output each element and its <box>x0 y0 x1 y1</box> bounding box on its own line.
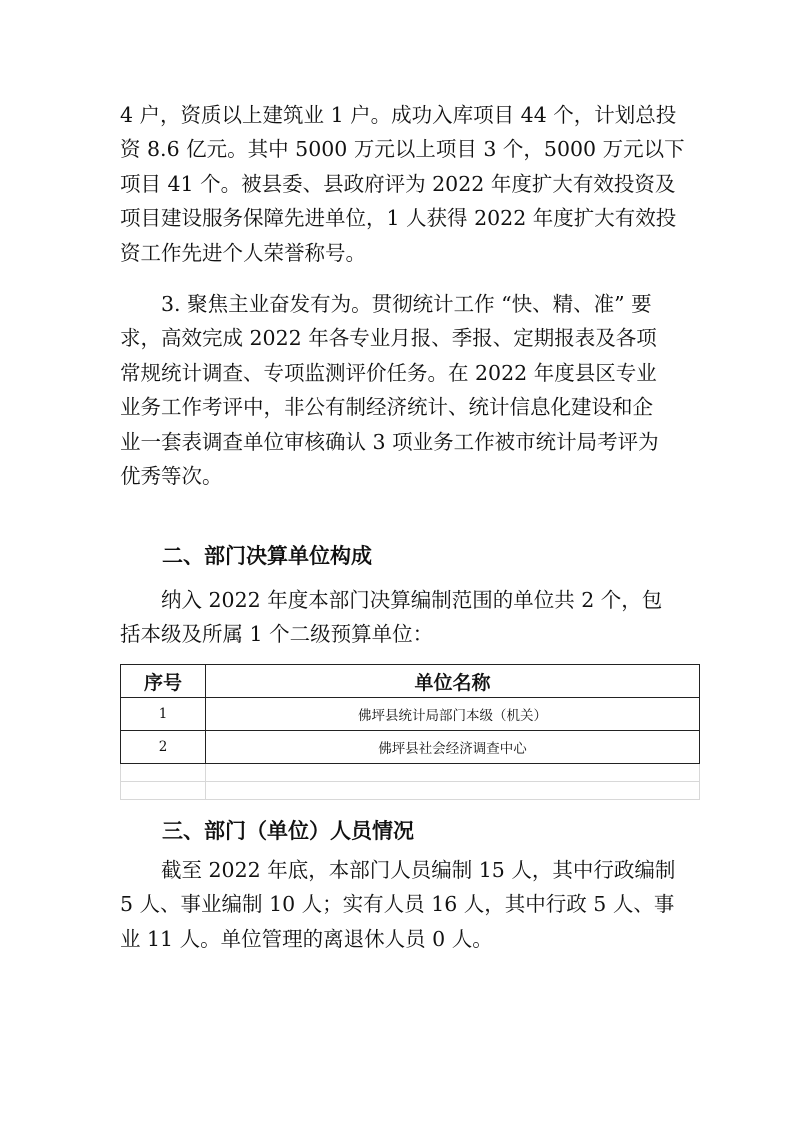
row-number: 1 <box>121 698 206 731</box>
paragraph-line: 资 8.6 亿元。其中 5000 万元以上项目 3 个，5000 万元以下 <box>120 137 685 162</box>
row-number: 2 <box>121 731 206 764</box>
paragraph-line: 3. 聚焦主业奋发有为。贯彻统计工作 “快、精、准” 要 <box>161 292 652 316</box>
column-header-number: 序号 <box>121 665 206 698</box>
paragraph-line: 5 人、事业编制 10 人；实有人员 16 人，其中行政 5 人、事 <box>120 892 675 917</box>
column-header-unit-name: 单位名称 <box>206 665 700 698</box>
empty-cell <box>121 764 206 782</box>
paragraph-line: 纳入 2022 年度本部门决算编制范围的单位共 2 个，包 <box>161 588 663 612</box>
paragraph-line: 业一套表调查单位审核确认 3 项业务工作被市统计局考评为 <box>120 429 659 454</box>
paragraph-line: 括本级及所属 1 个二级预算单位： <box>120 622 434 647</box>
investment-paragraph <box>120 98 685 270</box>
personnel-paragraph <box>120 853 680 956</box>
table-row <box>121 731 700 764</box>
paragraph-line: 项目建设服务保障先进单位，1 人获得 2022 年度扩大有效投 <box>120 206 677 231</box>
empty-table-row <box>121 782 700 800</box>
section-heading-unit-composition: 二、部门决算单位构成 <box>162 544 372 568</box>
paragraph-line: 截至 2022 年底，本部门人员编制 15 人，其中行政编制 <box>161 858 676 882</box>
table-row <box>121 698 700 731</box>
paragraph-line: 业务工作考评中，非公有制经济统计、统计信息化建设和企 <box>120 395 653 420</box>
paragraph-line: 4 户，资质以上建筑业 1 户。成功入库项目 44 个，计划总投 <box>120 103 677 127</box>
unit-name: 佛坪县社会经济调查中心 <box>206 731 700 764</box>
paragraph-line: 项目 41 个。被县委、县政府评为 2022 年度扩大有效投资及 <box>120 171 676 196</box>
paragraph-line: 优秀等次。 <box>120 464 223 489</box>
section-heading-personnel: 三、部门（单位）人员情况 <box>162 819 414 843</box>
unit-table <box>120 664 700 800</box>
paragraph-line: 业 11 人。单位管理的离退休人员 0 人。 <box>120 926 493 951</box>
paragraph-line: 常规统计调查、专项监测评价任务。在 2022 年度县区专业 <box>120 360 657 385</box>
paragraph-line: 求，高效完成 2022 年各专业月报、季报、定期报表及各项 <box>120 326 657 351</box>
table-header-row <box>121 665 700 698</box>
paragraph-line: 资工作先进个人荣誉称号。 <box>120 240 366 265</box>
empty-cell <box>206 782 700 800</box>
empty-cell <box>206 764 700 782</box>
unit-name: 佛坪县统计局部门本级（机关） <box>206 698 700 731</box>
unit-composition-paragraph <box>120 583 680 652</box>
empty-cell <box>121 782 206 800</box>
empty-table-row <box>121 764 700 782</box>
focus-business-paragraph <box>120 287 680 493</box>
